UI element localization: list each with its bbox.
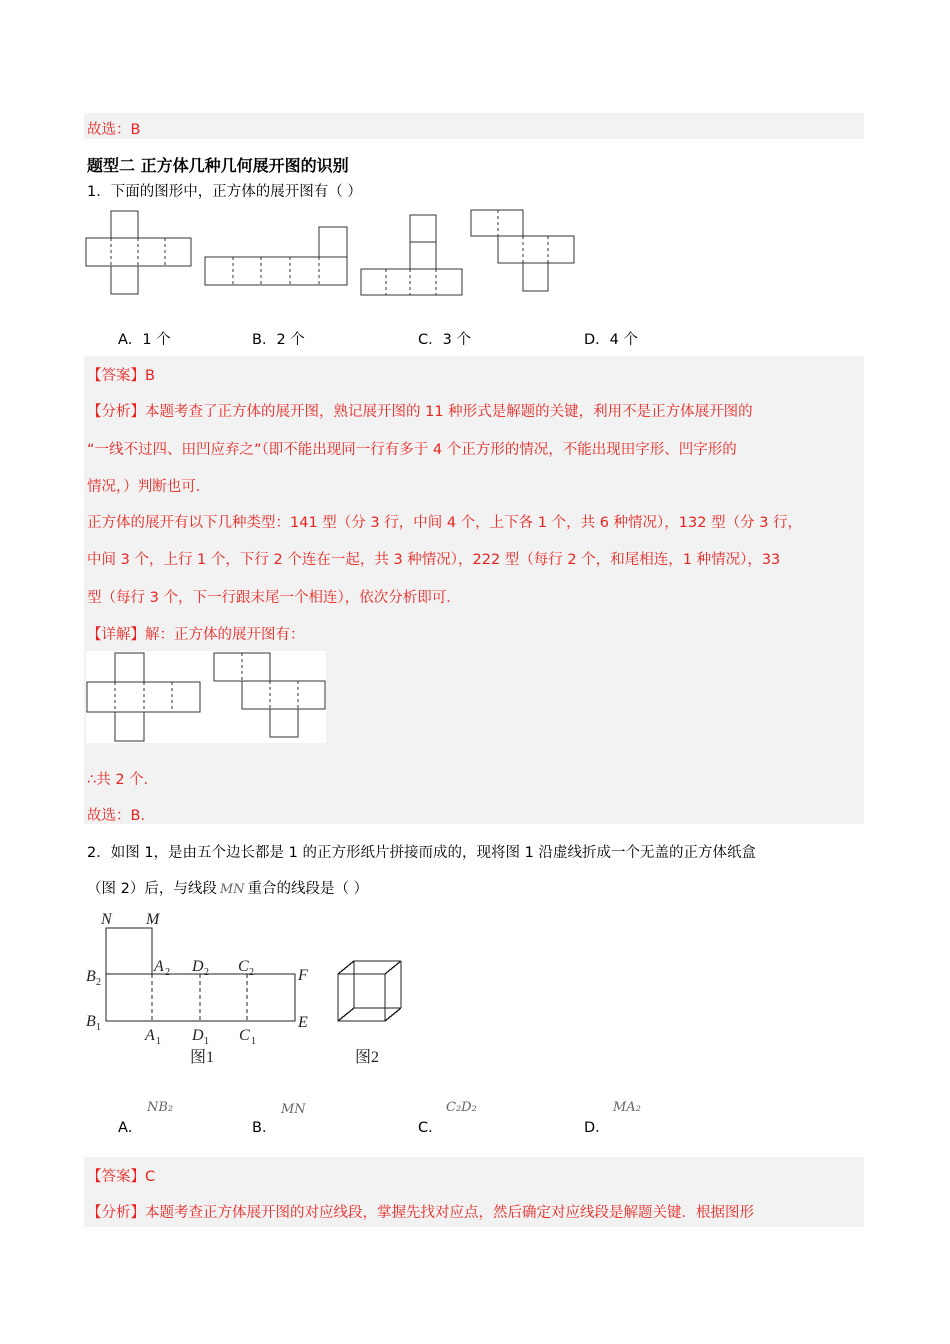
net-4	[471, 210, 574, 291]
label-A2-sub: 2	[165, 967, 170, 978]
label-B2-sub: 2	[96, 977, 101, 988]
q2-option-d-letter: D．	[584, 1120, 610, 1136]
q2-stem-2	[87, 877, 368, 898]
q1-option-b: B．2 个	[252, 332, 305, 348]
q2-option-c-letter: C．	[418, 1120, 443, 1136]
q2-option-a-letter: A．	[118, 1120, 143, 1136]
q2-answer: 【答案】C	[87, 1169, 156, 1185]
q1-nets-figure	[84, 205, 579, 300]
label-B1-sub: 1	[96, 1022, 101, 1033]
q1-option-c: C．3 个	[418, 332, 471, 348]
q2-option-d-math: MA₂	[613, 1100, 641, 1115]
label-D2-sub: 2	[204, 967, 209, 978]
caption-fig2: 图2	[355, 1049, 380, 1066]
q1-detail: 【详解】解：正方体的展开图有：	[87, 627, 305, 643]
q1-detail-figure	[86, 651, 326, 743]
q2-stem-1: 2．如图 1，是由五个边长都是 1 的正方形纸片拼接而成的，现将图 1 沿虚线折成一个无盖的正方体纸盒	[87, 845, 756, 861]
label-N: N	[101, 911, 112, 928]
q2-option-b-math: MN	[281, 1102, 306, 1117]
top-answer-block	[84, 113, 864, 139]
q1-option-a: A．1 个	[118, 332, 171, 348]
label-C2-sub: 2	[249, 967, 254, 978]
q1-analysis-1: 【分析】本题考查了正方体的展开图，熟记展开图的 11 种形式是解题的关键，利用不是正方体展开图的	[87, 404, 753, 420]
label-A2: A	[154, 958, 164, 975]
label-A1-sub: 1	[156, 1036, 161, 1047]
label-C2: C	[238, 958, 249, 975]
q1-conclusion: ∴共 2 个．	[87, 772, 159, 788]
net-3	[361, 215, 462, 295]
label-D1-sub: 1	[204, 1036, 209, 1047]
q2-figure	[84, 905, 414, 1070]
q1-stem: 1．下面的图形中，正方体的展开图有（ ）	[87, 184, 362, 200]
q2-stem-mn: MN	[219, 882, 245, 897]
q1-analysis-3: 情况，）判断也可．	[87, 479, 211, 495]
q1-analysis-6: 型（每行 3 个，下一行跟末尾一个相连），依次分析即可．	[87, 590, 461, 606]
q2-option-a-math: NB₂	[147, 1100, 174, 1115]
q2-stem-2b: 重合的线段是（ ）	[247, 881, 369, 897]
q1-analysis-5: 中间 3 个，上行 1 个，下行 2 个连在一起，共 3 种情况），222 型（每行 2 个，和尾相连，1 种情况），33	[87, 552, 781, 568]
label-E: E	[298, 1014, 308, 1031]
q1-option-d: D．4 个	[584, 332, 638, 348]
q2-option-b-letter: B．	[252, 1120, 277, 1136]
label-A1: A	[145, 1027, 155, 1044]
top-answer-line: 故选：B	[87, 122, 141, 138]
label-B1: B	[86, 1013, 96, 1030]
net-2	[205, 227, 347, 285]
net-1	[86, 211, 191, 294]
caption-fig1: 图1	[190, 1049, 215, 1066]
q1-analysis-2: “一线不过四、田凹应弃之”（即不能出现同一行有多于 4 个正方形的情况，不能出现田字形、凹字形的	[87, 442, 737, 458]
section-title: 题型二 正方体几种几何展开图的识别	[87, 156, 349, 175]
q2-stem-2a: （图 2）后，与线段	[87, 881, 217, 897]
label-C1-sub: 1	[251, 1036, 256, 1047]
label-D2: D	[192, 958, 204, 975]
q1-final: 故选：B．	[87, 808, 155, 824]
label-F: F	[298, 967, 308, 984]
q2-option-c-math: C₂D₂	[446, 1100, 477, 1115]
label-B2: B	[86, 968, 96, 985]
q1-analysis-4: 正方体的展开有以下几种类型：141 型（分 3 行，中间 4 个，上下各 1 个，共 6 种情况），132 型（分 3 行，	[87, 515, 803, 531]
label-C1: C	[239, 1027, 250, 1044]
q2-analysis: 【分析】本题考查正方体展开图的对应线段，掌握先找对应点，然后确定对应线段是解题关键．根据图形	[87, 1205, 754, 1221]
label-D1: D	[192, 1027, 204, 1044]
q1-answer: 【答案】B	[87, 368, 155, 384]
label-M: M	[146, 911, 160, 928]
